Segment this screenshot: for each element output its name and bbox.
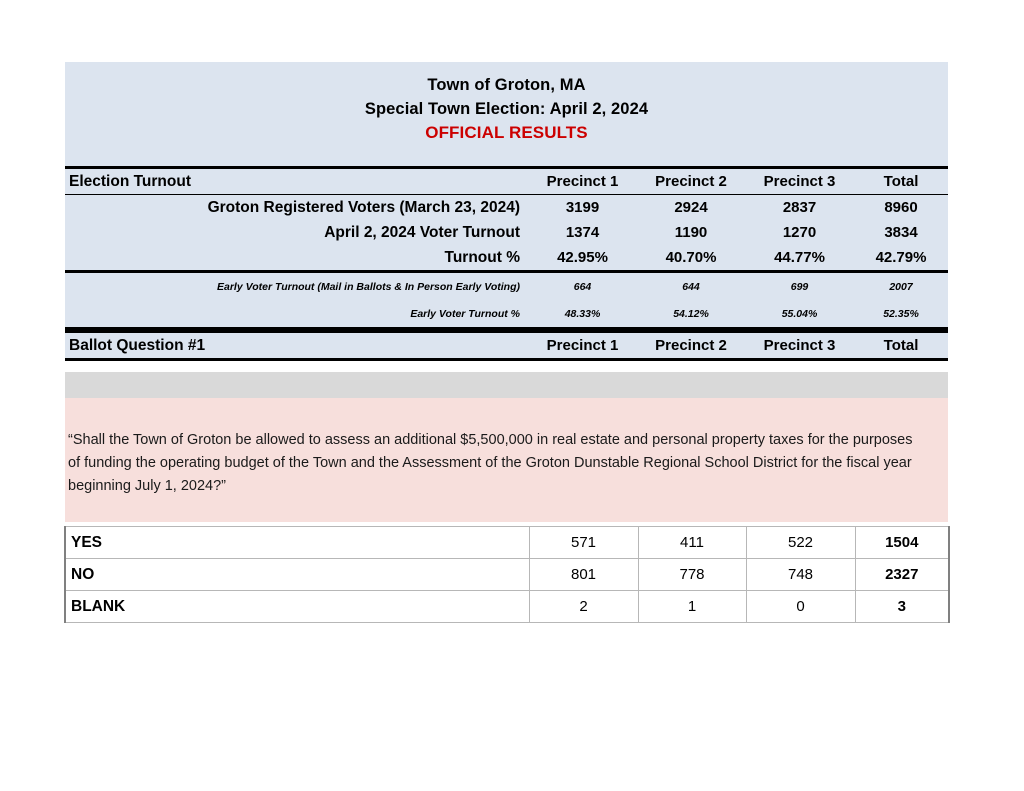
turnout-percent-p2: 40.70% [637,245,745,270]
early-voter-turnout-label: Early Voter Turnout (Mail in Ballots & In Person Early Voting) [65,273,528,300]
turnout-col-precinct-1: Precinct 1 [528,169,637,194]
registered-voters-total: 8960 [854,195,948,220]
title-banner [65,62,948,166]
early-voter-table [65,273,948,327]
ballot-col-precinct-3: Precinct 3 [745,333,854,358]
table-row [65,273,948,300]
early-voter-percent-p3: 55.04% [745,300,854,327]
turnout-header-table [65,169,948,194]
registered-voters-p2: 2924 [637,195,745,220]
result-yes-p2: 411 [638,527,746,559]
result-yes-total: 1504 [855,527,949,559]
turnout-data-table [65,195,948,270]
ballot-question-section [65,330,948,361]
early-voter-turnout-p1: 664 [528,273,637,300]
voter-turnout-p3: 1270 [745,220,854,245]
ballot-header-table [65,333,948,358]
result-blank-p1: 2 [529,591,638,623]
ballot-question-text: “Shall the Town of Groton be allowed to assess an additional $5,500,000 in real estate and personal property taxes for the purposes of funding the operating budget of the Town and the Assessment of the Groton Dunstable Regional School District for the fiscal year beginning July 1, 2024?” [68,432,913,494]
early-voter-percent-p2: 54.12% [637,300,745,327]
table-row [65,527,949,559]
registered-voters-label: Groton Registered Voters (March 23, 2024) [65,195,528,220]
registered-voters-p3: 2837 [745,195,854,220]
result-no-p2: 778 [638,559,746,591]
early-voter-percent-p1: 48.33% [528,300,637,327]
turnout-percent-total: 42.79% [854,245,948,270]
result-no-total: 2327 [855,559,949,591]
result-blank-label: BLANK [65,591,529,623]
ballot-question-text-block [65,398,948,522]
table-row [65,300,948,327]
result-blank-p3: 0 [746,591,855,623]
table-row [65,195,948,220]
result-blank-p2: 1 [638,591,746,623]
ballot-results-table [64,526,950,623]
result-yes-p1: 571 [529,527,638,559]
table-row [65,220,948,245]
early-voter-percent-label: Early Voter Turnout % [65,300,528,327]
early-voter-turnout-total: 2007 [854,273,948,300]
turnout-percent-p1: 42.95% [528,245,637,270]
official-results-label: OFFICIAL RESULTS [425,123,588,142]
table-row [65,591,949,623]
town-title: Town of Groton, MA [427,76,586,94]
voter-turnout-p1: 1374 [528,220,637,245]
turnout-col-precinct-2: Precinct 2 [637,169,745,194]
registered-voters-p1: 3199 [528,195,637,220]
turnout-percent-label: Turnout % [65,245,528,270]
result-no-p3: 748 [746,559,855,591]
turnout-header-row [65,169,948,194]
result-no-label: NO [65,559,529,591]
early-voter-turnout-p2: 644 [637,273,745,300]
result-no-p1: 801 [529,559,638,591]
voter-turnout-total: 3834 [854,220,948,245]
early-voter-percent-total: 52.35% [854,300,948,327]
result-blank-total: 3 [855,591,949,623]
table-row [65,245,948,270]
ballot-header-row [65,333,948,358]
result-yes-label: YES [65,527,529,559]
ballot-header-bottom-rule [65,358,948,361]
voter-turnout-label: April 2, 2024 Voter Turnout [65,220,528,245]
turnout-col-total: Total [854,169,948,194]
voter-turnout-p2: 1190 [637,220,745,245]
ballot-col-precinct-1: Precinct 1 [528,333,637,358]
table-row [65,559,949,591]
ballot-col-total: Total [854,333,948,358]
ballot-col-precinct-2: Precinct 2 [637,333,745,358]
election-turnout-section [65,166,948,344]
ballot-section-label: Ballot Question #1 [65,333,528,358]
election-title: Special Town Election: April 2, 2024 [364,100,649,118]
early-voter-turnout-p3: 699 [745,273,854,300]
gray-divider-band [65,372,948,398]
turnout-section-label: Election Turnout [65,169,528,194]
turnout-col-precinct-3: Precinct 3 [745,169,854,194]
result-yes-p3: 522 [746,527,855,559]
turnout-percent-p3: 44.77% [745,245,854,270]
